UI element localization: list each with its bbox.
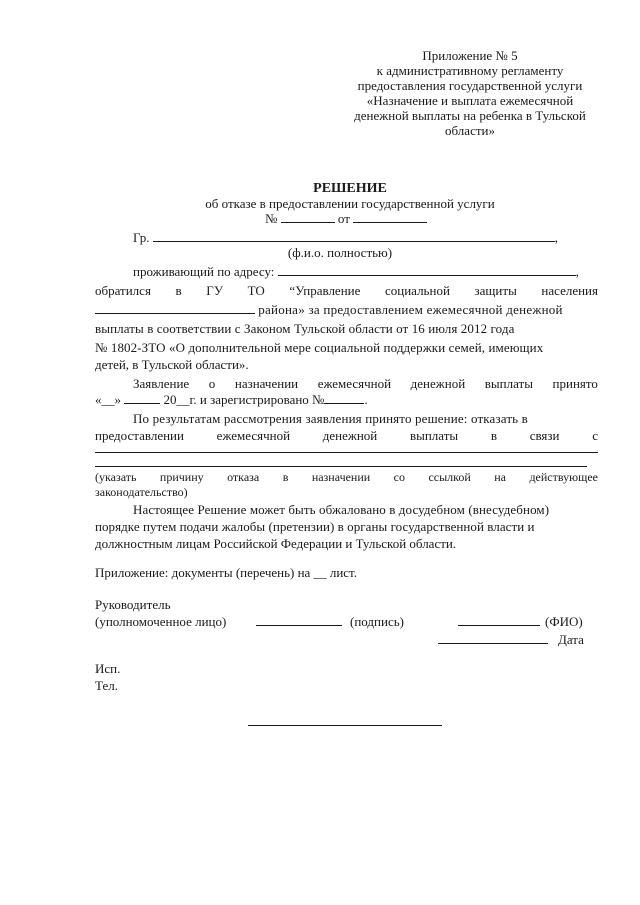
annex-line-1: Приложение № 5 bbox=[422, 48, 518, 63]
p3-word: с bbox=[592, 428, 598, 443]
citizen-end: , bbox=[554, 230, 558, 245]
date-sign-blank[interactable] bbox=[438, 632, 548, 644]
head-label: Руководитель bbox=[95, 597, 171, 612]
citizen-line bbox=[133, 230, 558, 245]
number-line bbox=[265, 211, 427, 226]
p1-line-2-text: района» за предоставлением ежемесячной денежной bbox=[258, 302, 563, 317]
fio-blank[interactable] bbox=[458, 614, 540, 626]
p2-word: Заявление bbox=[133, 376, 190, 391]
phone-label: Тел. bbox=[95, 678, 118, 693]
p1-word: “Управление bbox=[289, 283, 361, 298]
reason-word: причину bbox=[159, 470, 204, 484]
page-subtitle: об отказе в предоставлении государственной услуги bbox=[205, 196, 495, 211]
p1-word: ГУ bbox=[206, 283, 224, 298]
p2-word: принято bbox=[552, 376, 598, 391]
p2-line-1 bbox=[133, 376, 598, 391]
date-label: Дата bbox=[558, 632, 584, 647]
p1-word: ТО bbox=[247, 283, 265, 298]
reason-caption-line-2: законодательство) bbox=[95, 485, 188, 499]
p1-line-4: № 1802-ЗТО «О дополнительной мере социальной поддержки семей, имеющих bbox=[95, 340, 544, 355]
annex-line-2: к административному регламенту bbox=[376, 63, 564, 78]
page-title: РЕШЕНИЕ bbox=[313, 181, 387, 196]
p3-word: ежемесячной bbox=[216, 428, 291, 443]
head-sub: (уполномоченное лицо) bbox=[95, 614, 227, 629]
reason-word: действующее bbox=[529, 470, 598, 484]
address-blank[interactable] bbox=[278, 264, 576, 276]
number-blank[interactable] bbox=[281, 211, 335, 223]
fio-label: (ФИО) bbox=[545, 614, 583, 629]
p3-word: в bbox=[490, 428, 497, 443]
reason-word: отказа bbox=[227, 470, 260, 484]
p2-registered: 20__г. и зарегистрировано № bbox=[163, 392, 325, 407]
number-prefix: № bbox=[265, 211, 278, 226]
p1-word: в bbox=[175, 283, 182, 298]
citizen-fio-blank[interactable] bbox=[153, 230, 555, 242]
p3-word: предоставлении bbox=[95, 428, 184, 443]
p3-line-1: По результатам рассмотрения заявления принято решение: отказать в bbox=[133, 411, 528, 426]
p1-word: защиты bbox=[474, 283, 517, 298]
reason-blank-1[interactable] bbox=[95, 452, 598, 453]
annex-line-3: предоставления государственной услуги bbox=[357, 78, 583, 93]
citizen-prefix: Гр. bbox=[133, 230, 150, 245]
reason-word: (указать bbox=[95, 470, 137, 484]
reason-word: назначении bbox=[311, 470, 371, 484]
p4-line-3: должностным лицам Российской Федерации и Тульской области. bbox=[95, 536, 457, 551]
month-blank[interactable] bbox=[124, 392, 160, 404]
annex-line-5: денежной выплаты на ребенка в Тульской bbox=[354, 108, 586, 123]
p1-line-1 bbox=[95, 283, 598, 298]
p4-line-2: порядке путем подачи жалобы (претензии) в органы государственной власти и bbox=[95, 519, 535, 534]
address-line bbox=[133, 264, 579, 279]
registration-number-blank[interactable] bbox=[324, 392, 364, 404]
district-blank[interactable] bbox=[95, 302, 255, 314]
p3-word: денежной bbox=[322, 428, 378, 443]
address-label: проживающий по адресу: bbox=[133, 264, 275, 279]
p2-word: выплаты bbox=[484, 376, 533, 391]
p2-word: о bbox=[208, 376, 216, 391]
reason-word: в bbox=[282, 470, 289, 484]
signature-label: (подпись) bbox=[350, 614, 404, 629]
reason-blank-2[interactable] bbox=[95, 466, 587, 467]
annex-line-4: «Назначение и выплата ежемесячной bbox=[366, 93, 574, 108]
reason-caption-line-1 bbox=[95, 470, 598, 485]
date-blank[interactable] bbox=[353, 211, 427, 223]
p2-word: денежной bbox=[410, 376, 466, 391]
p2-word: назначении bbox=[234, 376, 299, 391]
p3-line-2 bbox=[95, 428, 598, 443]
p3-word: связи bbox=[529, 428, 560, 443]
signature-blank[interactable] bbox=[256, 614, 342, 626]
annex-line-6: области» bbox=[445, 123, 495, 138]
p1-word: населения bbox=[541, 283, 598, 298]
reason-word: на bbox=[494, 470, 506, 484]
executor-label: Исп. bbox=[95, 661, 121, 676]
p1-line-3: выплаты в соответствии с Законом Тульской области от 16 июля 2012 года bbox=[95, 321, 515, 336]
p1-word: обратился bbox=[95, 283, 151, 298]
fio-caption: (ф.и.о. полностью) bbox=[287, 245, 393, 260]
p2-word: ежемесячной bbox=[317, 376, 392, 391]
bottom-divider bbox=[248, 725, 442, 726]
p1-line-2 bbox=[95, 302, 598, 317]
p3-word: выплаты bbox=[409, 428, 459, 443]
p4-line-1: Настоящее Решение может быть обжаловано в досудебном (внесудебном) bbox=[133, 502, 550, 517]
p2-line-2 bbox=[95, 392, 368, 407]
attachment-line: Приложение: документы (перечень) на __ лист. bbox=[95, 565, 357, 580]
p1-word: социальной bbox=[385, 283, 450, 298]
reason-word: ссылкой bbox=[428, 470, 471, 484]
p2-end: . bbox=[364, 392, 368, 407]
p1-line-5: детей, в Тульской области». bbox=[95, 357, 249, 372]
reason-word: со bbox=[393, 470, 405, 484]
number-from: от bbox=[337, 211, 350, 226]
p2-day: «__» bbox=[95, 392, 121, 407]
address-end: , bbox=[575, 264, 579, 279]
